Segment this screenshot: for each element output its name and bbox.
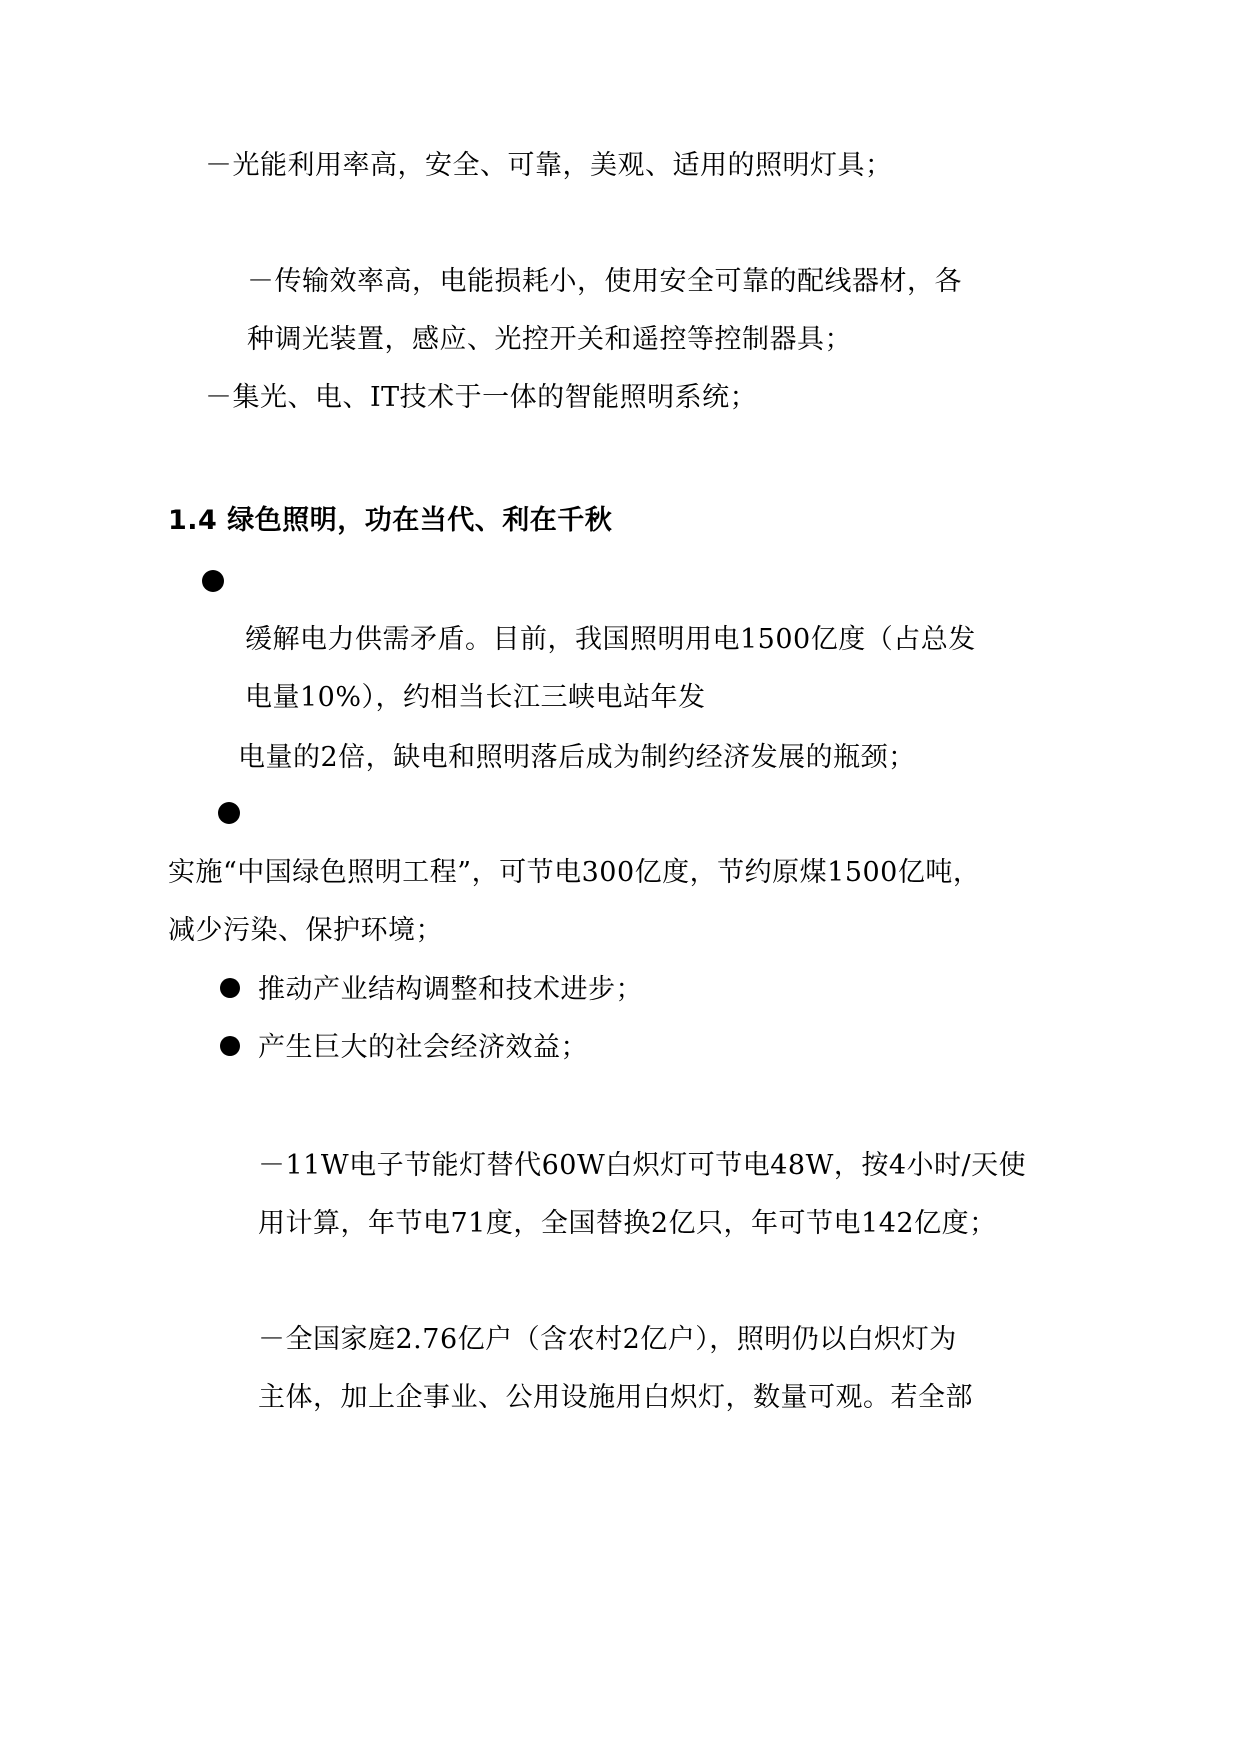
detail-text-line: －全国家庭2.76亿户（含农村2亿户），照明仍以白炽灯为 <box>258 1324 957 1355</box>
bullet-text-line: 实施“中国绿色照明工程”，可节电300亿度，节约原煤1500亿吨， <box>168 857 981 888</box>
text-line-control-devices: 种调光装置，感应、光控开关和遥控等控制器具； <box>247 324 852 355</box>
text-line-transmission: －传输效率高，电能损耗小，使用安全可靠的配线器材，各 <box>247 266 962 297</box>
bullet-item <box>220 972 643 1008</box>
bullet-dot <box>202 570 224 592</box>
bullet-text-line: 减少污染、保护环境； <box>168 915 443 946</box>
section-heading: 1.4 绿色照明，功在当代、利在千秋 <box>168 505 613 536</box>
bullet-text-line: 缓解电力供需矛盾。目前，我国照明用电1500亿度（占总发 <box>245 624 976 655</box>
bullet-dot <box>218 802 240 824</box>
text-line-lighting-fixtures: －光能利用率高，安全、可靠，美观、适用的照明灯具； <box>205 150 893 181</box>
bullet-text-line: 电量的2倍，缺电和照明落后成为制约经济发展的瓶颈； <box>238 742 916 773</box>
detail-text-line: 用计算，年节电71度，全国替换2亿只，年可节电142亿度； <box>258 1208 997 1239</box>
bullet-text-line: 电量10%），约相当长江三峡电站年发 <box>245 682 706 713</box>
bullet-item <box>220 1030 588 1066</box>
bullet-item-text: 推动产业结构调整和技术进步； <box>258 974 643 1005</box>
detail-text-line: －11W电子节能灯替代60W白炽灯可节电48W，按4小时/天使 <box>258 1150 1027 1181</box>
detail-text-line: 主体，加上企事业、公用设施用白炽灯，数量可观。若全部 <box>258 1382 973 1413</box>
bullet-dot <box>220 1036 240 1056</box>
bullet-dot <box>220 978 240 998</box>
bullet-item-text: 产生巨大的社会经济效益； <box>258 1032 588 1063</box>
text-line-smart-lighting: －集光、电、IT技术于一体的智能照明系统； <box>205 382 758 413</box>
